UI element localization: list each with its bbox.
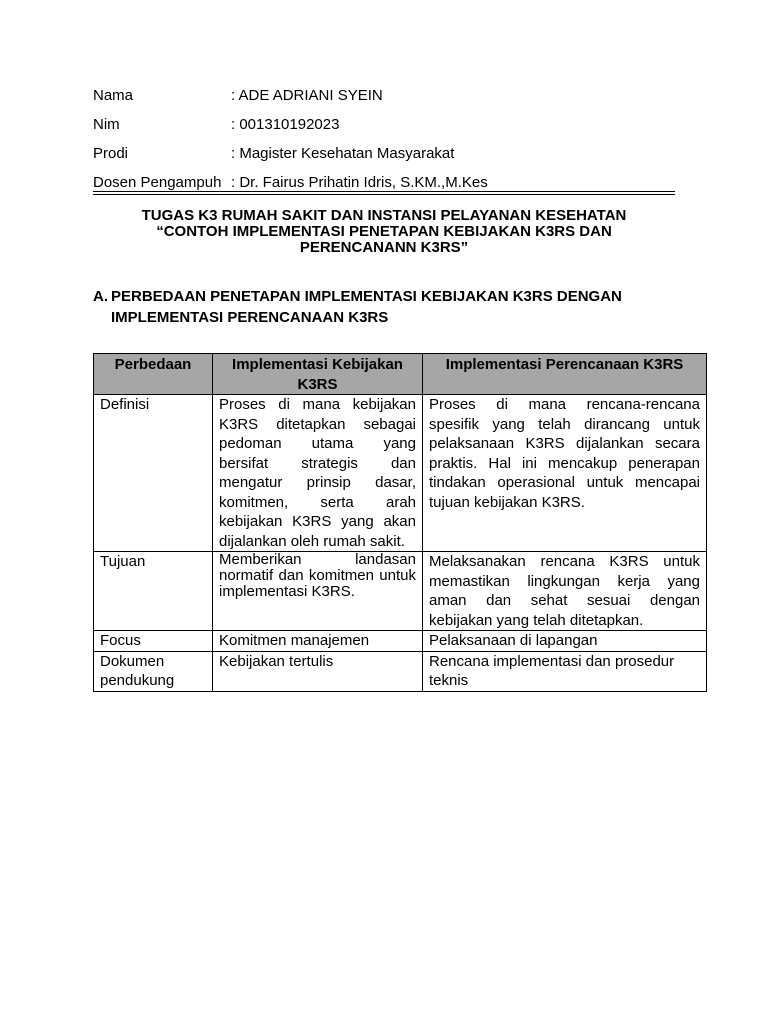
table-cell: Memberikan landasan normatif dan komitmen untuk implementasi K3RS. <box>213 552 423 631</box>
comparison-table <box>93 353 707 692</box>
table-cell: Komitmen manajemen <box>213 631 423 652</box>
table-cell: Kebijakan tertulis <box>213 651 423 691</box>
info-value: : Magister Kesehatan Masyarakat <box>231 145 455 162</box>
title-line: “CONTOH IMPLEMENTASI PENETAPAN KEBIJAKAN K3RS DAN <box>156 223 612 240</box>
info-row-nim <box>93 115 675 144</box>
table-cell: Proses di mana kebijakan K3RS ditetapkan sebagai pedoman utama yang bersifat strategis dan mengatur prinsip dasar, komitmen, serta arah kebijakan K3RS yang akan dijalankan oleh rumah sakit. <box>213 395 423 552</box>
table-row <box>94 552 707 631</box>
student-info <box>93 86 675 202</box>
table-cell: Pelaksanaan di lapangan <box>423 631 707 652</box>
table-cell: Melaksanakan rencana K3RS untuk memastikan lingkungan kerja yang aman dan sehat sesuai dengan kebijakan yang telah ditetapkan. <box>423 552 707 631</box>
section-letter: A. <box>93 288 108 305</box>
info-row-dosen <box>93 173 675 202</box>
double-rule-divider <box>93 191 675 195</box>
info-label: Nim <box>93 116 120 133</box>
table-cell: Tujuan <box>94 552 213 631</box>
info-label: Nama <box>93 87 134 104</box>
document-title <box>93 208 675 256</box>
table-row <box>94 395 707 552</box>
table-row <box>94 651 707 691</box>
info-value: : 001310192023 <box>231 116 340 133</box>
title-line: PERENCANANN K3RS” <box>299 239 469 256</box>
table-header-cell: Perbedaan <box>94 354 213 395</box>
table-header-cell: Implementasi Perencanaan K3RS <box>423 354 707 395</box>
title-line: TUGAS K3 RUMAH SAKIT DAN INSTANSI PELAYANAN KESEHATAN <box>141 207 627 224</box>
table-header-row <box>94 354 707 395</box>
info-label: Prodi <box>93 145 129 162</box>
table-row <box>94 631 707 652</box>
info-row-prodi <box>93 144 675 173</box>
table-cell: Rencana implementasi dan prosedur teknis <box>423 651 707 691</box>
table-cell: Proses di mana rencana-rencana spesifik yang telah dirancang untuk pelaksanaan K3RS dijalankan secara praktis. Hal ini mencakup penerapan tindakan operasional untuk mencapai tujuan kebijakan K3RS. <box>423 395 707 552</box>
table-cell: Dokumen pendukung <box>94 651 213 691</box>
table-header-cell: Implementasi Kebijakan K3RS <box>213 354 423 395</box>
section-heading-text: PERBEDAAN PENETAPAN IMPLEMENTASI KEBIJAKAN K3RS DENGAN IMPLEMENTASI PERENCANAAN K3RS <box>111 288 622 326</box>
info-row-nama <box>93 86 675 115</box>
info-value: : ADE ADRIANI SYEIN <box>231 87 383 104</box>
table-cell: Focus <box>94 631 213 652</box>
table-cell: Definisi <box>94 395 213 552</box>
info-label: Dosen Pengampuh <box>93 174 222 191</box>
info-value: : Dr. Fairus Prihatin Idris, S.KM.,M.Kes <box>231 174 488 191</box>
